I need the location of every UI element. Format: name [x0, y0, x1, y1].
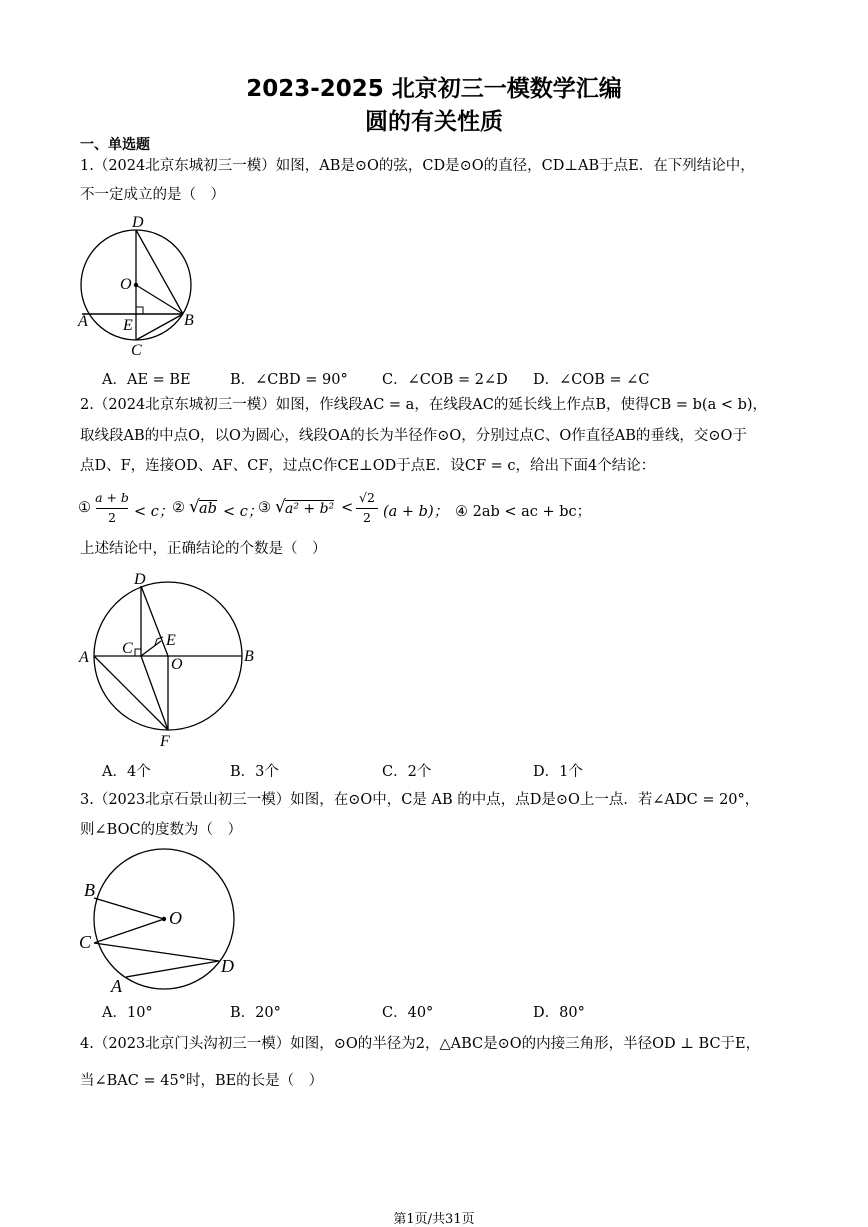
q1-label-d: D	[132, 214, 144, 231]
q2-segment-af	[94, 656, 168, 730]
q2-segment-cf	[141, 656, 168, 730]
q1-text-line1: 1.（2024北京东城初三一模）如图，AB是⊙O的弦，CD是⊙O的直径，CD⊥AB于点E．在下列结论中，	[80, 158, 755, 174]
q2-label-d: D	[134, 571, 146, 588]
q2-figure	[76, 568, 266, 753]
q1-label-o: O	[120, 276, 132, 293]
q2-c1-denominator: 2	[108, 510, 116, 525]
q3-text-line2: 则∠BOC的度数为（ ）	[80, 822, 243, 838]
q3-option-d[interactable]: D．80°	[533, 1005, 585, 1021]
q1-right-angle-mark	[136, 307, 143, 314]
q2-c3-radical-sign: √	[275, 497, 286, 517]
q4-text-line1: 4.（2023北京门头沟初三一模）如图，⊙O的半径为2，△ABC是⊙O的内接三角形，半径OD ⊥ BC于E，	[80, 1036, 761, 1052]
q2-option-d[interactable]: D．1个	[533, 764, 583, 780]
document-title-line1: 2023-2025 北京初三一模数学汇编	[246, 76, 622, 102]
q2-c1-label: ①	[78, 500, 91, 516]
q3-option-c[interactable]: C．40°	[382, 1005, 434, 1021]
q2-c3-denominator: 2	[363, 510, 371, 525]
q3-center-dot	[162, 917, 166, 921]
section-heading: 一、单选题	[80, 137, 150, 153]
q2-text-line3: 点D、F，连接OD、AF、CF，过点C作CE⊥OD于点E．设CF = c，给出下面4个结论：	[80, 458, 656, 474]
q2-c3-label: ③	[258, 500, 271, 516]
q3-label-b: B	[84, 880, 95, 900]
q2-c2-label: ②	[172, 500, 185, 516]
q2-label-f: F	[160, 733, 170, 750]
q1-option-c[interactable]: C．∠COB = 2∠D	[382, 372, 508, 388]
page-footer: 第1页/共31页	[393, 1212, 475, 1227]
q3-option-b[interactable]: B．20°	[230, 1005, 281, 1021]
q2-c2-radicand: ab	[199, 501, 217, 517]
q1-option-d[interactable]: D．∠COB = ∠C	[533, 372, 650, 388]
q3-segment-co	[94, 919, 164, 943]
q2-option-b[interactable]: B．3个	[230, 764, 279, 780]
q3-label-c: C	[79, 932, 92, 952]
q3-segment-bo	[94, 898, 164, 919]
q2-label-o: O	[171, 656, 183, 673]
q2-option-a[interactable]: A．4个	[102, 764, 151, 780]
q1-label-c: C	[131, 342, 142, 359]
q1-segment-db	[136, 230, 183, 314]
q2-right-angle-c	[135, 649, 141, 656]
q2-c2-radical-sign: √	[189, 497, 200, 517]
q3-label-o: O	[169, 908, 182, 928]
q1-segment-cb	[136, 314, 183, 340]
q3-option-a[interactable]: A．10°	[102, 1005, 153, 1021]
q3-segment-ad	[126, 961, 219, 977]
q2-c4: ④ 2ab < ac + bc；	[455, 504, 592, 520]
document-title-line2: 圆的有关性质	[365, 109, 503, 135]
q1-label-b: B	[184, 312, 194, 329]
q2-c1-relation: < c；	[134, 504, 174, 520]
q3-label-a: A	[111, 976, 122, 996]
q2-conclusions	[78, 490, 638, 530]
q2-c2-relation: < c；	[223, 504, 263, 520]
q1-center-dot	[134, 283, 138, 287]
q2-text-line4: 上述结论中，正确结论的个数是（ ）	[80, 541, 327, 557]
q2-c1-fraction-bar	[96, 508, 128, 509]
q2-c3-relation: <	[341, 500, 354, 516]
q1-option-b[interactable]: B．∠CBD = 90°	[230, 372, 348, 388]
q2-label-a: A	[79, 649, 89, 666]
q1-text-line2: 不一定成立的是（ ）	[80, 187, 225, 203]
q2-segment-ce	[141, 641, 161, 656]
q2-c3-numerator: √2	[359, 490, 375, 505]
q2-label-b: B	[244, 648, 254, 665]
q3-segment-cd	[94, 943, 219, 961]
q4-text-line2: 当∠BAC = 45°时，BE的长是（ ）	[80, 1073, 324, 1089]
q2-text-line2: 取线段AB的中点O，以O为圆心，线段OA的长为半径作⊙O，分别过点C、O作直径AB的垂线，交⊙O于	[80, 428, 747, 444]
q2-label-e: E	[166, 632, 176, 649]
q3-label-d: D	[221, 956, 234, 976]
q2-c3-radicand: a² + b²	[285, 501, 335, 517]
q3-figure	[76, 848, 256, 998]
q2-text-line1: 2.（2024北京东城初三一模）如图，作线段AC = a，在线段AC的延长线上作点B，使得CB = b(a < b)，	[80, 397, 768, 413]
q1-label-e: E	[123, 317, 133, 334]
q2-c3-tail: (a + b)；	[383, 504, 449, 520]
q3-text-line1: 3.（2023北京石景山初三一模）如图，在⊙O中，C是 AB 的中点，点D是⊙O上一点．若∠ADC = 20°，	[80, 792, 760, 808]
q2-label-c: C	[122, 640, 133, 657]
q1-label-a: A	[78, 313, 88, 330]
q2-option-c[interactable]: C．2个	[382, 764, 432, 780]
q2-c3-fraction-bar	[356, 508, 378, 509]
q2-c1-numerator: a + b	[95, 490, 129, 505]
q1-option-a[interactable]: A．AE = BE	[102, 372, 191, 388]
q1-figure	[76, 212, 206, 362]
